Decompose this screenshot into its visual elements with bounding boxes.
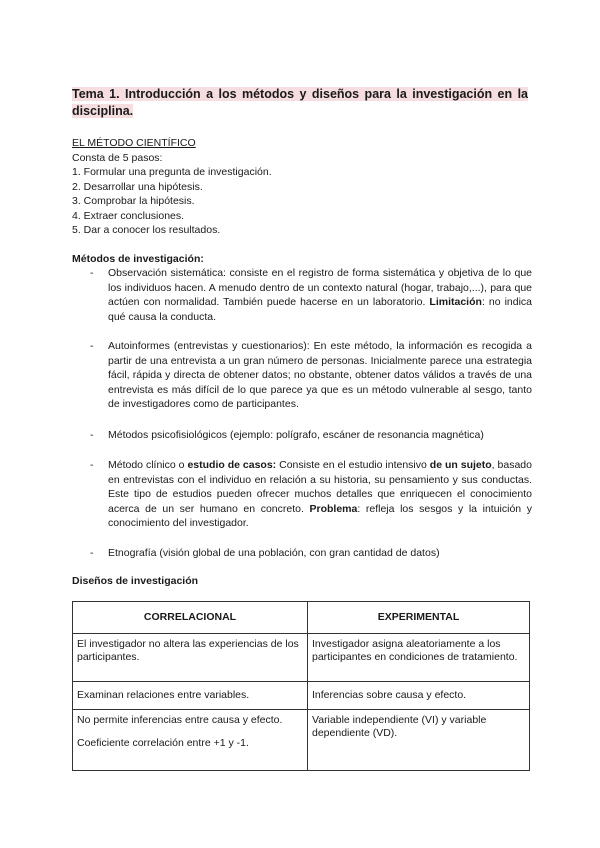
bullet-psicofisiologicos — [72, 428, 532, 443]
disenos-heading: Diseños de investigación — [72, 575, 199, 587]
bullet-dash: - — [90, 547, 94, 559]
step-item: 3. Comprobar la hipótesis. — [72, 195, 195, 207]
step-item: 1. Formular una pregunta de investigación. — [72, 166, 272, 178]
table-cell: Variable independiente (VI) y variable dependiente (VD). — [308, 710, 530, 771]
steps-list — [72, 165, 532, 238]
table-header-row — [73, 602, 530, 634]
bullet-dash: - — [90, 267, 94, 279]
bullet-dash: - — [90, 459, 94, 471]
metodo-cientifico-heading: EL MÉTODO CIENTÍFICO — [72, 137, 196, 149]
bullet-text: Autoinformes (entrevistas y cuestionarios): En este método, la información es recogida a partir de una entrevista a un gran número de personas. Inicialmente parece una estrategia fácil, rápida y directa de obtener datos; no obstante, obtener datos válidos a través de una entrevista es más difícil de lo que parece ya que es un método vulnerable al sesgo, tanto de investigadores como de participantes. — [108, 340, 532, 410]
table-cell: El investigador no altera las experiencias de los participantes. — [73, 634, 308, 682]
metodos-heading: Métodos de investigación: — [72, 253, 204, 265]
step-item: 2. Desarrollar una hipótesis. — [72, 180, 203, 193]
metodo-intro: Consta de 5 pasos: — [72, 151, 163, 164]
bullet-observacion — [72, 266, 532, 324]
table-row — [73, 710, 530, 771]
metodo-cientifico-section — [72, 136, 532, 238]
bullet-etnografia — [72, 546, 532, 561]
bullet-metodo-clinico — [72, 458, 532, 531]
table-cell: Investigador asigna aleatoriamente a los participantes en condiciones de tratamiento. — [308, 634, 530, 682]
table-row — [73, 682, 530, 710]
bullet-text: Etnografía (visión global de una población, con gran cantidad de datos) — [108, 547, 440, 559]
coeficiente-text: Coeficiente correlación entre +1 y -1. — [77, 737, 249, 749]
bullet-text: Observación sistemática: consiste en el registro de forma sistemática y objetiva de lo que los individuos hacen. A menudo dentro de un contexto natural (hogar, trabajo,...), para que actúen con normalidad. También puede hacerse en un laboratorio. Limitación: no indica qué causa la conducta. — [108, 267, 533, 323]
table-cell: Examinan relaciones entre variables. — [73, 682, 308, 710]
bullet-dash: - — [90, 340, 94, 352]
document-title: Tema 1. Introducción a los métodos y diseños para la investigación en la disciplina. — [72, 87, 528, 118]
table-cell: No permite inferencias entre causa y efecto. Coeficiente correlación entre +1 y -1. — [73, 710, 308, 771]
table-row — [73, 634, 530, 682]
bullet-dash: - — [90, 429, 94, 441]
bullet-autoinformes — [72, 339, 532, 412]
header-experimental: EXPERIMENTAL — [308, 602, 530, 634]
table-cell: Inferencias sobre causa y efecto. — [308, 682, 530, 710]
step-item: 5. Dar a conocer los resultados. — [72, 224, 221, 236]
disenos-table — [72, 601, 530, 771]
header-correlacional: CORRELACIONAL — [73, 602, 308, 634]
step-item: 4. Extraer conclusiones. — [72, 209, 185, 222]
bullet-text: Métodos psicofisiológicos (ejemplo: polígrafo, escáner de resonancia magnética) — [108, 429, 484, 441]
bullet-text: Método clínico o estudio de casos: Consiste en el estudio intensivo de un sujeto, basado en entrevistas con el individuo en relación a su historia, su pensamiento y sus conductas. Este tipo de estudios pueden ofrecer muchos detalles que enriquecen el conocimiento acerca de un ser humano en concreto. Problema: refleja los sesgos y la intuición y conocimiento del investigador. — [108, 459, 532, 529]
